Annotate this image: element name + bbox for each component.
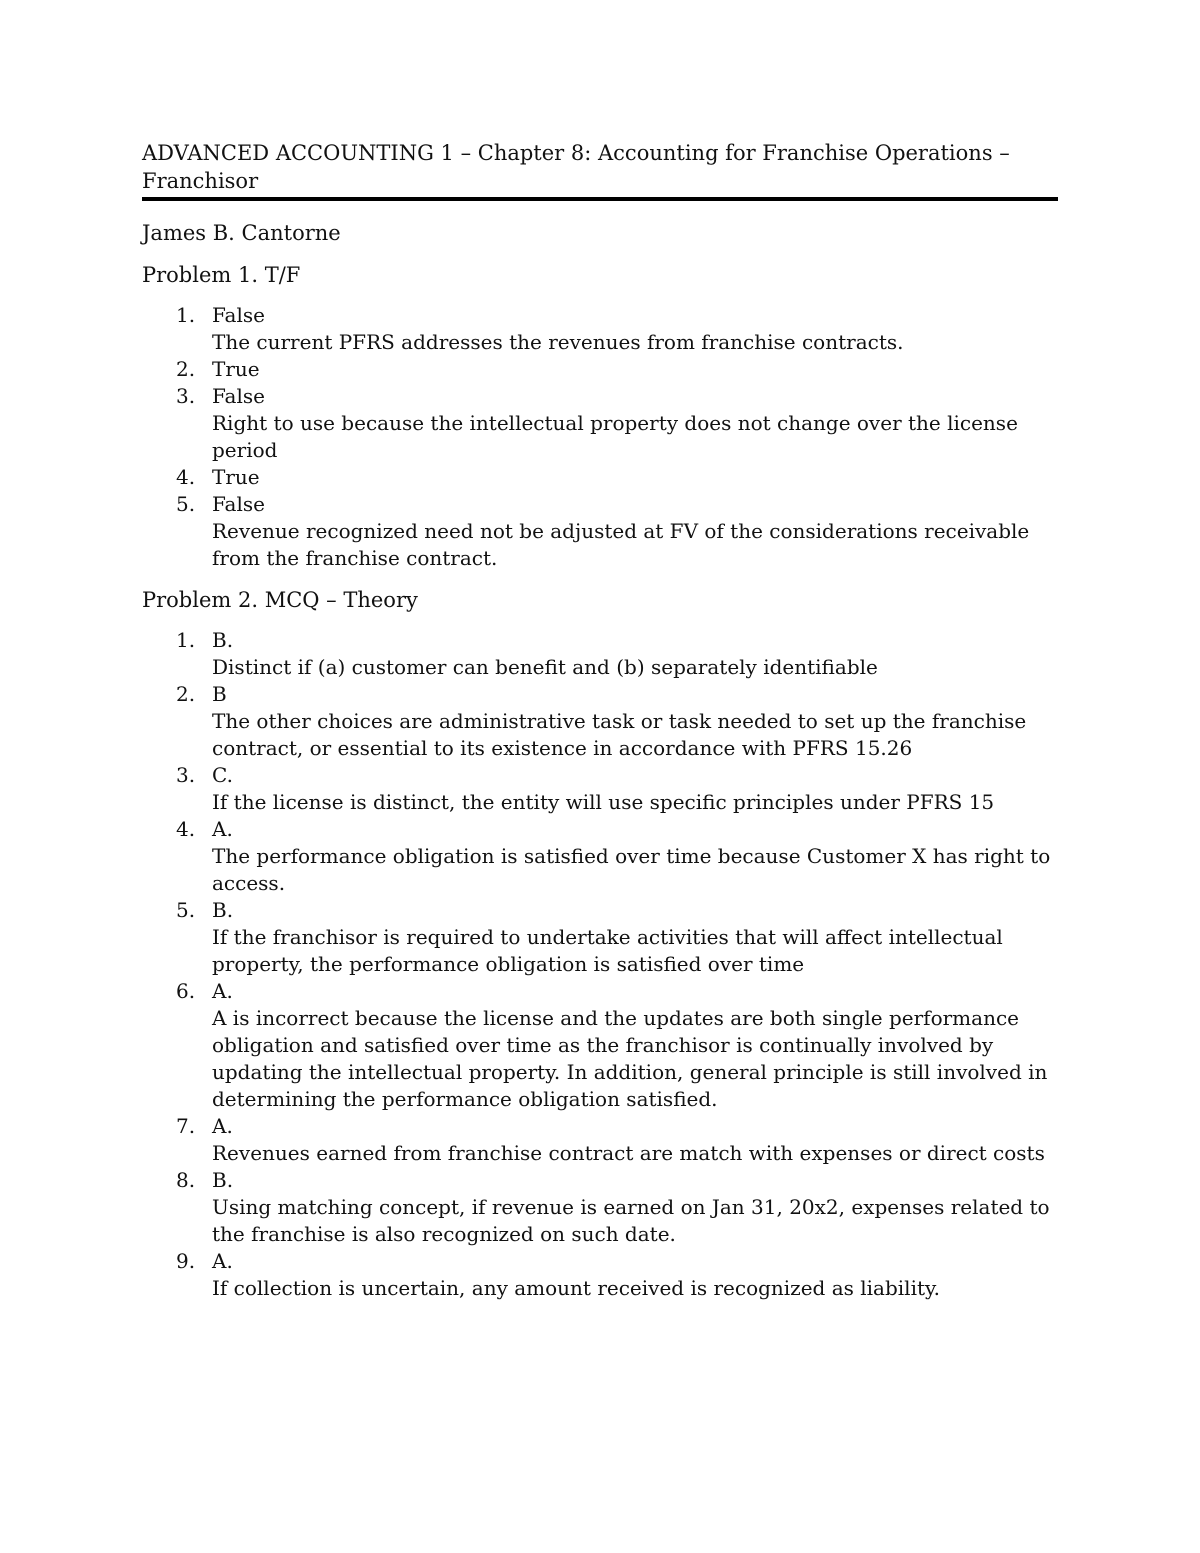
item-number: 1. (176, 628, 196, 652)
item-number: 9. (176, 1249, 196, 1273)
item-answer: True (212, 357, 260, 381)
item-explanation: Right to use because the intellectual property does not change over the license period (212, 411, 1018, 462)
item-explanation: The current PFRS addresses the revenues from franchise contracts. (212, 330, 904, 354)
list-item (142, 627, 1058, 681)
problem-2-heading: Problem 2. MCQ – Theory (142, 588, 418, 612)
item-explanation: Revenues earned from franchise contract are match with expenses or direct costs (212, 1141, 1045, 1165)
list-item (142, 897, 1058, 978)
document-title: ADVANCED ACCOUNTING 1 – Chapter 8: Accounting for Franchise Operations – Franchisor (142, 139, 1058, 201)
item-answer: False (212, 303, 265, 327)
author-name: James B. Cantorne (142, 221, 341, 245)
document-page (142, 139, 1058, 1302)
list-item (142, 1113, 1058, 1167)
item-answer: A. (212, 1249, 233, 1273)
item-answer: True (212, 465, 260, 489)
list-item (142, 1167, 1058, 1248)
list-item (142, 464, 1058, 491)
problem-1-heading: Problem 1. T/F (142, 263, 301, 287)
list-item (142, 302, 1058, 356)
item-answer: B (212, 682, 227, 706)
item-explanation: If the license is distinct, the entity will use specific principles under PFRS 15 (212, 790, 995, 814)
item-number: 5. (176, 898, 196, 922)
list-item (142, 383, 1058, 464)
item-explanation: If collection is uncertain, any amount received is recognized as liability. (212, 1276, 941, 1300)
item-explanation: If the franchisor is required to undertake activities that will affect intellectual property, the performance obligation is satisfied over time (212, 925, 1003, 976)
item-answer: A. (212, 979, 233, 1003)
item-number: 2. (176, 357, 196, 381)
item-explanation: Revenue recognized need not be adjusted at FV of the considerations receivable from the franchise contract. (212, 519, 1030, 570)
item-answer: C. (212, 763, 233, 787)
item-answer: A. (212, 817, 233, 841)
problem-1-list (142, 302, 1058, 572)
item-number: 4. (176, 817, 196, 841)
item-number: 2. (176, 682, 196, 706)
item-explanation: The other choices are administrative task or task needed to set up the franchise contract, or essential to its existence in accordance with PFRS 15.26 (212, 709, 1027, 760)
item-answer: False (212, 384, 265, 408)
item-number: 4. (176, 465, 196, 489)
list-item (142, 816, 1058, 897)
item-explanation: The performance obligation is satisfied over time because Customer X has right to access. (212, 844, 1051, 895)
item-answer: B. (212, 1168, 234, 1192)
list-item (142, 1248, 1058, 1302)
list-item (142, 356, 1058, 383)
list-item (142, 491, 1058, 572)
item-number: 3. (176, 384, 196, 408)
item-answer: B. (212, 628, 234, 652)
item-number: 1. (176, 303, 196, 327)
item-number: 5. (176, 492, 196, 516)
item-number: 6. (176, 979, 196, 1003)
item-answer: A. (212, 1114, 233, 1138)
item-answer: False (212, 492, 265, 516)
list-item (142, 762, 1058, 816)
item-explanation: A is incorrect because the license and the updates are both single performance obligation and satisfied over time as the franchisor is continually involved by updating the intellectual property. In addition, general principle is still involved in determining the performance obligation satisfied. (212, 1006, 1048, 1111)
problem-2-list (142, 627, 1058, 1302)
item-explanation: Distinct if (a) customer can benefit and (b) separately identifiable (212, 655, 878, 679)
list-item (142, 978, 1058, 1113)
item-number: 3. (176, 763, 196, 787)
list-item (142, 681, 1058, 762)
item-explanation: Using matching concept, if revenue is earned on Jan 31, 20x2, expenses related to the franchise is also recognized on such date. (212, 1195, 1050, 1246)
item-number: 8. (176, 1168, 196, 1192)
item-answer: B. (212, 898, 234, 922)
item-number: 7. (176, 1114, 196, 1138)
